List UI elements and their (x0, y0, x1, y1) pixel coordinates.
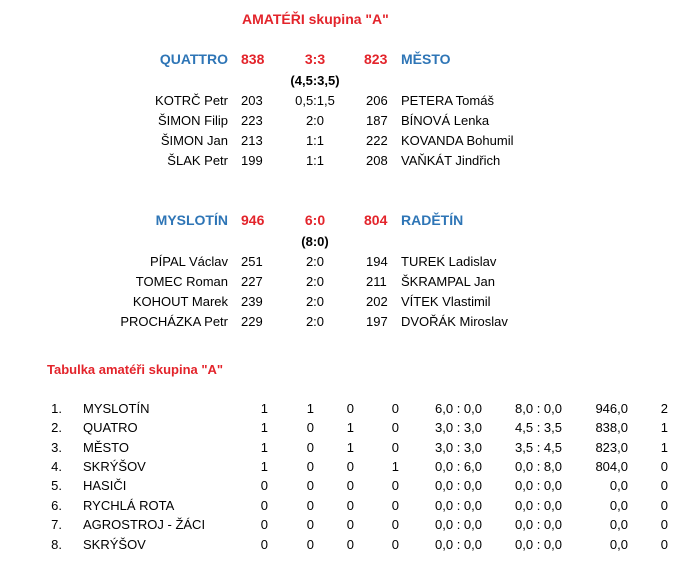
home-player: TOMEC Roman (135, 274, 228, 289)
col-2: 0 (306, 478, 314, 493)
home-player: PROCHÁZKA Petr (120, 314, 228, 329)
match-subscore: (4,5:3,5) (290, 73, 340, 88)
away-player: TUREK Ladislav (401, 254, 497, 269)
col-7: 946,0 (595, 401, 628, 416)
col-3: 0 (346, 498, 354, 513)
game-score: 2:0 (305, 314, 325, 329)
home-team: MYSLOTÍN (155, 212, 228, 228)
away-player: VÍTEK Vlastimil (401, 294, 491, 309)
home-points: 199 (241, 153, 263, 168)
team-name: RYCHLÁ ROTA (83, 498, 175, 513)
col-7: 823,0 (595, 440, 628, 455)
col-4: 0 (391, 401, 399, 416)
away-score: 804 (364, 212, 388, 228)
col-1: 0 (260, 478, 268, 493)
col-4: 0 (391, 498, 399, 513)
col-7: 838,0 (595, 420, 628, 435)
rank: 8. (51, 537, 62, 552)
col-1: 0 (260, 498, 268, 513)
game-score: 2:0 (305, 294, 325, 309)
table-title: Tabulka amatéři skupina "A" (47, 362, 224, 377)
away-points: 206 (366, 93, 388, 108)
col-2: 0 (306, 537, 314, 552)
col-6: 0,0 : 8,0 (515, 459, 562, 474)
away-player: PETERA Tomáš (401, 93, 494, 108)
rank: 3. (51, 440, 62, 455)
away-player: VAŇKÁT Jindřich (401, 153, 501, 168)
col-6: 3,5 : 4,5 (515, 440, 562, 455)
team-name: MYSLOTÍN (83, 401, 150, 416)
col-5: 0,0 : 0,0 (435, 517, 482, 532)
col-3: 0 (346, 537, 354, 552)
col-6: 8,0 : 0,0 (515, 401, 562, 416)
col-2: 0 (306, 420, 314, 435)
away-points: 211 (366, 274, 387, 289)
away-points: 222 (366, 133, 388, 148)
game-score: 0,5:1,5 (295, 93, 335, 108)
away-team: RADĚTÍN (401, 212, 464, 228)
col-6: 4,5 : 3,5 (515, 420, 562, 435)
home-team: QUATTRO (159, 51, 228, 67)
col-1: 0 (260, 537, 268, 552)
col-3: 0 (346, 459, 354, 474)
rank: 1. (51, 401, 62, 416)
col-3: 1 (346, 440, 354, 455)
team-name: HASIČI (83, 478, 127, 493)
team-name: QUATRO (83, 420, 138, 435)
col-5: 0,0 : 0,0 (435, 498, 482, 513)
home-player: ŠIMON Jan (160, 133, 228, 148)
col-2: 0 (306, 498, 314, 513)
home-player: PÍPAL Václav (149, 254, 228, 269)
match-result: 3:3 (304, 51, 326, 67)
home-player: ŠIMON Filip (157, 113, 228, 128)
col-8: 1 (660, 440, 668, 455)
game-score: 1:1 (305, 153, 325, 168)
rank: 2. (51, 420, 62, 435)
home-points: 227 (241, 274, 263, 289)
game-score: 2:0 (305, 254, 325, 269)
col-1: 1 (260, 440, 268, 455)
col-8: 1 (660, 420, 668, 435)
col-5: 6,0 : 0,0 (435, 401, 482, 416)
col-2: 1 (306, 401, 314, 416)
col-1: 1 (260, 401, 268, 416)
home-points: 229 (241, 314, 263, 329)
col-8: 0 (660, 478, 668, 493)
team-name: AGROSTROJ - ŽÁCI (83, 517, 206, 532)
col-8: 0 (660, 498, 668, 513)
col-6: 0,0 : 0,0 (515, 478, 562, 493)
col-8: 0 (660, 537, 668, 552)
away-points: 194 (366, 254, 388, 269)
team-name: MĚSTO (83, 440, 129, 455)
away-player: DVOŘÁK Miroslav (401, 314, 508, 329)
col-2: 0 (306, 440, 314, 455)
rank: 4. (51, 459, 62, 474)
away-team: MĚSTO (401, 51, 451, 67)
home-score: 946 (241, 212, 265, 228)
col-1: 1 (260, 420, 268, 435)
col-5: 0,0 : 0,0 (435, 537, 482, 552)
col-4: 0 (391, 420, 399, 435)
col-7: 0,0 (609, 517, 628, 532)
home-points: 251 (241, 254, 263, 269)
rank: 6. (51, 498, 62, 513)
match-subscore: (8:0) (301, 234, 329, 249)
col-5: 3,0 : 3,0 (435, 440, 482, 455)
col-6: 0,0 : 0,0 (515, 537, 562, 552)
home-points: 213 (241, 133, 263, 148)
col-6: 0,0 : 0,0 (515, 498, 562, 513)
col-6: 0,0 : 0,0 (515, 517, 562, 532)
game-score: 2:0 (305, 274, 325, 289)
rank: 7. (51, 517, 62, 532)
away-points: 208 (366, 153, 388, 168)
col-8: 0 (660, 517, 668, 532)
team-name: SKRÝŠOV (83, 537, 146, 552)
col-8: 2 (660, 401, 668, 416)
col-2: 0 (306, 459, 314, 474)
col-7: 804,0 (595, 459, 628, 474)
away-player: BÍNOVÁ Lenka (401, 113, 490, 128)
col-1: 0 (260, 517, 268, 532)
home-player: KOHOUT Marek (132, 294, 228, 309)
rank: 5. (51, 478, 62, 493)
col-2: 0 (306, 517, 314, 532)
col-7: 0,0 (609, 537, 628, 552)
away-points: 197 (366, 314, 388, 329)
away-points: 187 (366, 113, 388, 128)
col-4: 0 (391, 517, 399, 532)
home-player: KOTRČ Petr (155, 93, 228, 108)
col-7: 0,0 (609, 498, 628, 513)
team-name: SKRÝŠOV (83, 459, 146, 474)
col-1: 1 (260, 459, 268, 474)
col-8: 0 (660, 459, 668, 474)
home-points: 203 (241, 93, 263, 108)
col-7: 0,0 (609, 478, 628, 493)
col-3: 0 (346, 478, 354, 493)
col-3: 0 (346, 401, 354, 416)
col-3: 1 (346, 420, 354, 435)
home-player: ŠLAK Petr (167, 153, 228, 168)
game-score: 1:1 (305, 133, 325, 148)
away-player: KOVANDA Bohumil (401, 133, 514, 148)
col-4: 0 (391, 537, 399, 552)
col-5: 0,0 : 6,0 (435, 459, 482, 474)
away-points: 202 (366, 294, 388, 309)
col-5: 3,0 : 3,0 (435, 420, 482, 435)
away-score: 823 (364, 51, 388, 67)
home-score: 838 (241, 51, 265, 67)
home-points: 239 (241, 294, 263, 309)
match-result: 6:0 (304, 212, 326, 228)
col-4: 0 (391, 478, 399, 493)
col-5: 0,0 : 0,0 (435, 478, 482, 493)
home-points: 223 (241, 113, 263, 128)
col-4: 0 (391, 440, 399, 455)
away-player: ŠKRAMPAL Jan (401, 274, 495, 289)
col-4: 1 (391, 459, 399, 474)
page-title: AMATÉŘI skupina "A" (242, 11, 389, 27)
col-3: 0 (346, 517, 354, 532)
game-score: 2:0 (305, 113, 325, 128)
